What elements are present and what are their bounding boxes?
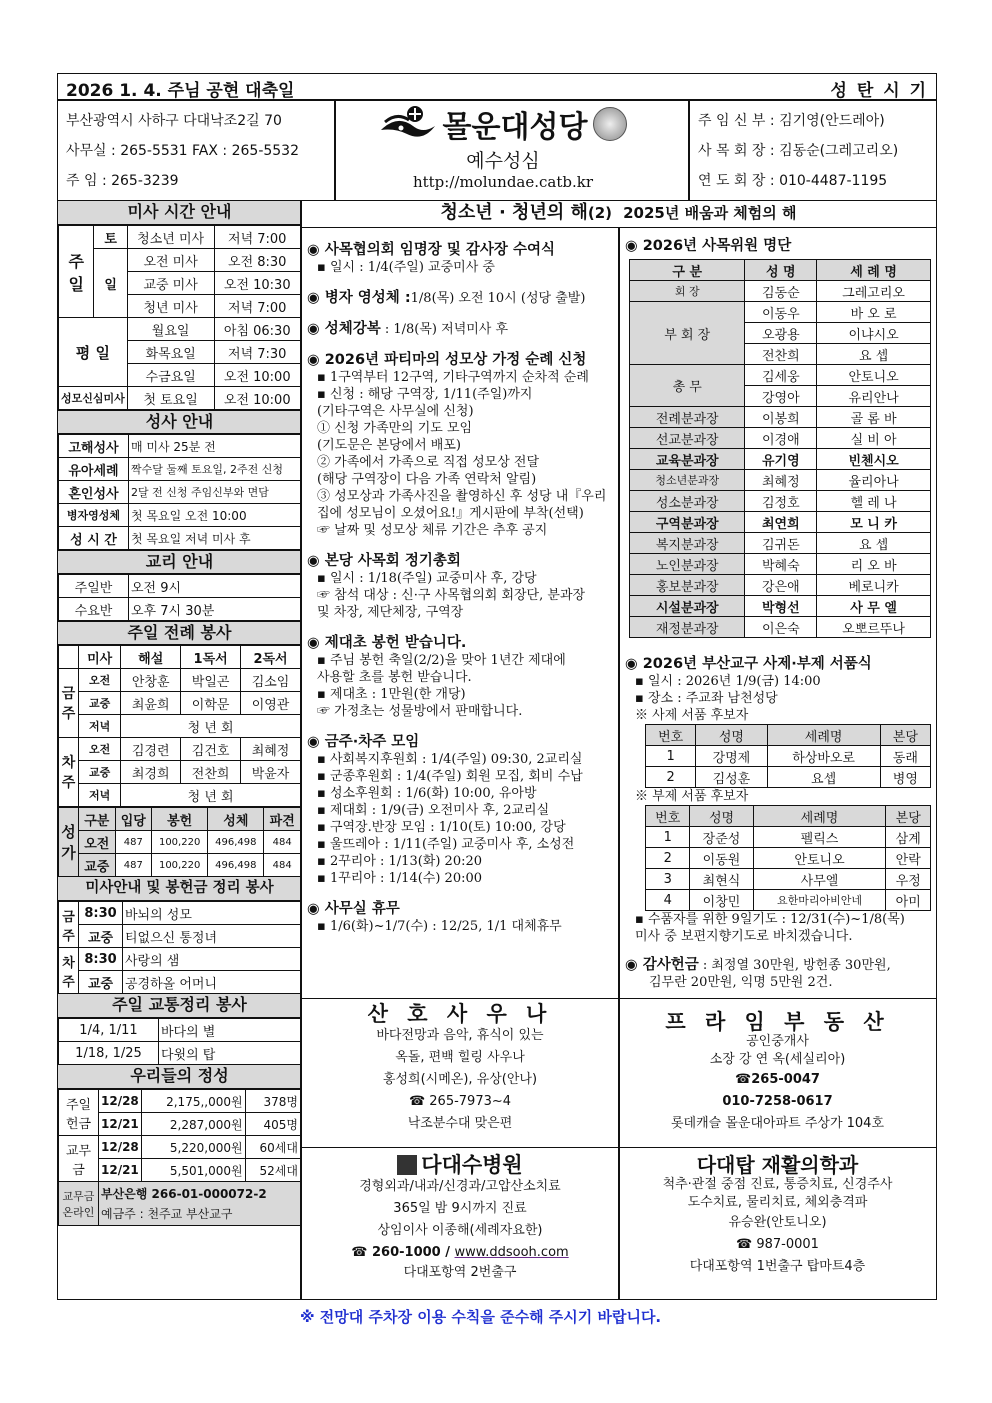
council-row: 선교분과장 이경애 실 비 아	[630, 428, 931, 449]
mass-times-title: 미사 시간 안내	[58, 201, 301, 225]
bank-account: 부산은행 266-01-000072-2	[101, 1186, 267, 1201]
council-row: 전찬희 요 셉	[630, 344, 931, 365]
staff-prayer-chair: 연 도 회 장 : 010-4487-1195	[698, 173, 888, 189]
notice-line: ☞ 날짜 및 성모상 체류 기간은 추후 공지	[317, 523, 548, 538]
notice-line: ▪ 군종후원회 : 1/4(주일) 회원 모집, 회비 수납	[317, 769, 583, 784]
notice-line: 집에 성모님이 오셨어요!』게시판에 부착(선택)	[317, 506, 584, 521]
notice-title: ◉ 2026년 파티마의 성모상 가정 순례 신청	[307, 352, 587, 368]
council-row: 교육분과장 유기영 빈첸시오	[630, 449, 931, 470]
priest-candidates-table: 번호 성명 세례명 본당 1 강명제 하상바오로 동래 2 김성훈 요셉 병영	[645, 724, 931, 788]
council-row: 오광용 이냐시오	[630, 323, 931, 344]
notice-line: (해당 구역장이 다음 가족 연락처 알림)	[317, 472, 537, 487]
council-row: 청소년분과장 최혜정 율리아나	[630, 470, 931, 491]
notice-line: ▪ 구역장.반장 모임 : 1/10(토) 10:00, 강당	[317, 820, 566, 835]
notice-line: (기타구역은 사무실에 신청)	[317, 404, 474, 419]
logo-block	[338, 102, 668, 191]
sacraments-table: 고해성사 매 미사 25분 전 유아세례 짝수달 둘째 토요일, 2주전 신청 혼인성사 2달 전 신청 주임신부와 면담 병자영성체 첫 목요일 오전 10:00 성 시 간 첫 목요일 저녁 미사 후	[58, 434, 301, 550]
season-label: 성 탄 시 기	[830, 81, 928, 101]
hospital-url-link[interactable]: www.ddsooh.com	[454, 1245, 569, 1260]
notice-line: ▪ 사회복지후원회 : 1/4(주일) 09:30, 2교리실	[317, 752, 583, 767]
council-title: ◉ 2026년 사목위원 명단	[625, 238, 792, 254]
church-building-icon	[593, 107, 627, 141]
council-row: 성소분과장 김정호 헬 레 나	[630, 491, 931, 512]
ad-rehab-clinic: 다대탑 재활의학과 척추·관절 중점 진료, 통증치료, 신경주사 도수치료, 물리치료, 체외충격파 유승완(안토니오) ☎ 987-0001 다대포항역 1번출구 탑마트4층	[618, 1147, 937, 1300]
ordination-title: ◉ 2026년 부산교구 사제·부제 서품식	[625, 656, 872, 672]
council-row: 구역분과장 최연희 모 니 카	[630, 512, 931, 533]
council-row: 시설분과장 박형선 사 무 엘	[630, 596, 931, 617]
office-phone: 사무실 : 265-5531 FAX : 265-5532	[66, 143, 299, 159]
notice-line: ▪ 신청 : 해당 구역장, 1/11(주일)까지	[317, 387, 533, 402]
church-url[interactable]: http://molundae.catb.kr	[412, 173, 594, 191]
notice-line: ▪ 1구역부터 12구역, 기타구역까지 순차적 순례	[317, 370, 589, 385]
notice-title: ◉ 병자 영성체 :	[307, 290, 411, 306]
mass-times-table: 주일 토 청소년 미사 저녁 7:00 일 오전 미사 오전 8:30 교중 미사 오전 10:30 청년 미사 저녁 7:00 평 일 월요일 아침 06:30 화목요일 저녁 7:30 수금요일 오전 10:00 성모신심미사 첫 토요일 오전 10:00	[58, 225, 301, 410]
header-info	[57, 99, 937, 201]
notice-title: ◉ 사목협의회 임명장 및 감사장 수여식	[307, 242, 555, 258]
right-panel: ◉ 2026년 사목위원 명단 구 분 성 명 세 례 명 회 장 김동순 그레고리오 부 회 장 이동우 바 오 로 오광용 이냐시오 전찬희 요 셉 총 무 김세웅 안토니오 강영아 유리안나 전례분과장 이봉희 골 롬 바 선교분과장 이경애 실 비 아 교육분과장 유기영 빈첸시오 청소년분과장 최혜정 율리아나 성소분과장 김정호 헬 레 나 구역분과장 최연희 모 니 카 복지분과장 김귀돈 요 셉 노인분과장 박혜숙 리 오 바 홍보분과장 강은애 베로니카 시설분과장 박형선 사 무 엘 재정분과장 이은숙 오뽀르뚜나 ◉ 2026년 부산교구 사제·부제 서품식 ▪ 일시 : 2026년 1/9(금) 14:00 ▪ 장소 : 주교좌 남천성당 ※ 사제 서품 후보자 번호 성명 세례명 본당 1 강명제 하상바오로 동래 2 김성훈 요셉 병영 ※ 부제 서품 후보자 번호 성명 세례명 본당 1 장준성 펠릭스 삼계 2 이동원 안토니오 안락 3 최현식 사무엘 우정 4 이창민 요한마리아비안네 아미 ▪ 수품자를 위한 9일기도 : 12/31(수)~1/8(목) 미사 중 보편지향기도로 바치겠습니다. ◉ 감사헌금 : 최정열 30만원, 방헌종 30만원, 김무란 20만원, 익명 5만원 2건.	[618, 227, 937, 999]
ad-realestate: 프 라 임 부 동 산 공인중개사 소장 강 연 옥(세실리아) ☎265-0047 010-7258-0617 롯데캐슬 몰운대아파트 주상가 104호	[618, 998, 937, 1148]
notice-line: ☞ 참석 대상 : 신·구 사목협의회 회장단, 분과장	[317, 588, 586, 603]
motto: 예수성심	[466, 150, 540, 172]
deacon-candidates-table: 번호 성명 세례명 본당 1 장준성 펠릭스 삼계 2 이동원 안토니오 안락 3 최현식 사무엘 우정 4 이창민 요한마리아비안네 아미	[645, 805, 931, 911]
guide-service-table: 금주 8:30 바뇌의 성모 교중 티없으신 통정녀 차주 8:30 사랑의 샘 교중 공경하올 어머니	[58, 901, 301, 994]
notice-line: ▪ 주님 봉헌 축일(2/2)을 맞아 1년간 제대에	[317, 653, 566, 668]
pastor-phone: 주 임 : 265-3239	[66, 173, 179, 189]
notice-line: ▪ 2꾸리아 : 1/13(화) 20:20	[317, 854, 483, 869]
council-row: 노인분과장 박혜숙 리 오 바	[630, 554, 931, 575]
church-address: 부산광역시 사하구 다대낙조2길 70	[66, 113, 282, 129]
notice-title: ◉ 사무실 휴무	[307, 901, 400, 917]
council-row: 복지분과장 김귀돈 요 셉	[630, 533, 931, 554]
choir-table: 성가 구분 입당 봉헌 성체 파견 오전 487 100,220 496,498 484 교중 487 100,220 496,498 484	[58, 807, 301, 877]
sacraments-title: 성사 안내	[58, 410, 301, 434]
notice-line: ▪ 울뜨레아 : 1/11(주일) 교중미사 후, 소성전	[317, 837, 575, 852]
council-row: 전례분과장 이봉희 골 롬 바	[630, 407, 931, 428]
council-row: 강영아 유리안나	[630, 386, 931, 407]
footer-notice: ※ 전망대 주차장 이용 수칙을 준수해 주시기 바랍니다.	[300, 1308, 662, 1326]
notice-title: ◉ 성체강복	[307, 321, 381, 337]
notice-title: ◉ 본당 사목회 정기총회	[307, 553, 461, 569]
notice-line: ▪ 1/6(화)~1/7(수) : 12/25, 1/1 대체휴무	[317, 919, 562, 934]
candidate-row: 4 이창민 요한마리아비안네 아미	[646, 890, 931, 911]
traffic-title: 주일 교통정리 봉사	[58, 994, 301, 1018]
hospital-logo-icon	[397, 1155, 417, 1175]
notice-title: ◉ 제대초 봉헌 받습니다.	[307, 635, 467, 651]
candidate-row: 2 김성훈 요셉 병영	[646, 767, 931, 788]
notice-line: ▪ 일시 : 1/18(주일) 교중미사 후, 강당	[317, 571, 537, 586]
notice-line: ▪ 1꾸리아 : 1/14(수) 20:00	[317, 871, 483, 886]
notice-line: ▪ 일시 : 1/4(주일) 교중미사 중	[317, 260, 495, 275]
church-logo-icon	[379, 104, 437, 144]
notice-line: (기도문은 본당에서 배포)	[317, 438, 461, 453]
notice-line: ☞ 가정초는 성물방에서 판매합니다.	[317, 704, 523, 719]
candidate-row: 1 장준성 펠릭스 삼계	[646, 827, 931, 848]
ad-hospital: 다대수병원 경형외과/내과/신경과/고압산소치료 365일 밤 9시까지 진료 상임이사 이종해(세례자요한) ☎ 260-1000 / www.ddsooh.com 다대포항역 2번출구	[300, 1147, 620, 1300]
guide-service-title: 미사안내 및 봉헌금 정리 봉사	[58, 877, 301, 901]
notice-line: ③ 성모상과 가족사진을 촬영하신 후 성당 내『우리	[317, 489, 607, 504]
notice-title: ◉ 금주·차주 모임	[307, 734, 420, 750]
offerings-table: 주일헌금 12/28 2,175,,000원 378명 12/21 2,287,000원 405명 교무금 12/28 5,220,000원 60세대 12/21 5,501,000원 52세대 교무금 온라인 부산은행 266-01-000072-2 예금주 : 천주교 부산교구	[58, 1089, 301, 1226]
candidate-row: 2 이동원 안토니오 안락	[646, 848, 931, 869]
catechism-title: 교리 안내	[58, 550, 301, 574]
notice-line: ▪ 성소후원회 : 1/6(화) 10:00, 유아방	[317, 786, 537, 801]
notice-line: ▪ 제대회 : 1/9(금) 오전미사 후, 2교리실	[317, 803, 550, 818]
church-name: 몰운대성당	[442, 110, 588, 145]
council-row: 회 장 김동순 그레고리오	[630, 281, 931, 302]
notice-line: 사용할 초를 봉헌 받습니다.	[317, 670, 472, 685]
council-row: 홍보분과장 강은애 베로니카	[630, 575, 931, 596]
council-row: 재정분과장 이은숙 오뽀르뚜나	[630, 617, 931, 638]
date-title: 2026 1. 4. 주님 공현 대축일	[66, 81, 295, 101]
liturgy-title: 주일 전례 봉사	[58, 621, 301, 645]
candidate-row: 1 강명제 하상바오로 동래	[646, 746, 931, 767]
left-column	[57, 200, 302, 1300]
council-row: 부 회 장 이동우 바 오 로	[630, 302, 931, 323]
sunday-label: 주일	[59, 226, 94, 318]
notice-line: ② 가족에서 가족으로 직접 성모상 전달	[317, 455, 540, 470]
staff-pastor: 주 임 신 부 : 김기영(안드레아)	[698, 113, 885, 129]
notice-line: 및 차장, 제단체장, 구역장	[317, 605, 464, 620]
traffic-table: 1/4, 1/11 바다의 별 1/18, 1/25 다윗의 탑	[58, 1018, 301, 1065]
notice-line: ① 신청 가족만의 기도 모임	[317, 421, 473, 436]
offerings-title: 우리들의 정성	[58, 1065, 301, 1089]
notices-list: ◉ 사목협의회 임명장 및 감사장 수여식 ▪ 일시 : 1/4(주일) 교중미사 중 ◉ 병자 영성체 :1/8(목) 오전 10시 (성당 출발) ◉ 성체강복 : 1/8(목) 저녁미사 후 ◉ 2026년 파티마의 성모상 가정 순례 신청 ▪ 1구역부터 12구역, 기타구역까지 순차적 순례 ▪ 신청 : 해당 구역장, 1/11(주일)까지 (기타구역은 사무실에 신청) ① 신청 가족만의 기도 모임 (기도문은 본당에서 배포) ② 가족에서 가족으로 직접 성모상 전달 (해당 구역장이 다음 가족 연락처 알림) ③ 성모상과 가족사진을 촬영하신 후 성당 내『우리 집에 성모님이 오셨어요!』게시판에 부착(선택) ☞ 날짜 및 성모상 체류 기간은 추후 공지 ◉ 본당 사목회 정기총회 ▪ 일시 : 1/18(주일) 교중미사 후, 강당 ☞ 참석 대상 : 신·구 사목협의회 회장단, 분과장 및 차장, 제단체장, 구역장 ◉ 제대초 봉헌 받습니다. ▪ 주님 봉헌 축일(2/2)을 맞아 1년간 제대에 사용할 초를 봉헌 받습니다. ▪ 제대초 : 1만원(한 개당) ☞ 가정초는 성물방에서 판매합니다. ◉ 금주·차주 모임 ▪ 사회복지후원회 : 1/4(주일) 09:30, 2교리실 ▪ 군종후원회 : 1/4(주일) 회원 모집, 회비 수납 ▪ 성소후원회 : 1/6(화) 10:00, 유아방 ▪ 제대회 : 1/9(금) 오전미사 후, 2교리실 ▪ 구역장.반장 모임 : 1/10(토) 10:00, 강당 ▪ 울뜨레아 : 1/11(주일) 교중미사 후, 소성전 ▪ 2꾸리아 : 1/13(화) 20:20 ▪ 1꾸리아 : 1/14(수) 20:00 ◉ 사무실 휴무 ▪ 1/6(화)~1/7(수) : 12/25, 1/1 대체휴무	[307, 238, 613, 935]
account-holder: 예금주 : 천주교 부산교구	[101, 1206, 233, 1221]
catechism-table: 주일반 오전 9시 수요반 오후 7시 30분	[58, 574, 301, 621]
notice-line: ▪ 제대초 : 1만원(한 개당)	[317, 687, 466, 702]
ad-sauna: 산 호 사 우 나 바다전망과 음악, 휴식이 있는 옥돌, 편백 힐링 사우나 홍성희(시메온), 유상(안나) ☎ 265-7973~4 낙조분수대 맞은편	[300, 998, 620, 1148]
banner: 청소년 · 청년의 해(2) 2025년 배움과 체험의 해	[300, 200, 937, 228]
council-row: 총 무 김세웅 안토니오	[630, 365, 931, 386]
staff-council-chair: 사 목 회 장 : 김동순(그레고리오)	[698, 143, 899, 159]
candidate-row: 3 최현식 사무엘 우정	[646, 869, 931, 890]
header-bar	[57, 73, 937, 101]
notices-panel	[300, 227, 620, 999]
council-table: 구 분 성 명 세 례 명 회 장 김동순 그레고리오 부 회 장 이동우 바 오 로 오광용 이냐시오 전찬희 요 셉 총 무 김세웅 안토니오 강영아 유리안나 전례분과장 이봉희 골 롬 바 선교분과장 이경애 실 비 아 교육분과장 유기영 빈첸시오 청소년분과장 최혜정 율리아나 성소분과장 김정호 헬 레 나 구역분과장 최연희 모 니 카 복지분과장 김귀돈 요 셉 노인분과장 박혜숙 리 오 바 홍보분과장 강은애 베로니카 시설분과장 박형선 사 무 엘 재정분과장 이은숙 오뽀르뚜나	[629, 259, 931, 638]
liturgy-table: 미사 해설 1독서 2독서 금주 오전 안창훈 박일곤 김소임 교중 최윤희 이학문 이영관 저녁 청 년 회 차주 오전 김경련 김건호 최혜정 교중 최경희 전찬희 박윤자 저녁 청 년 회	[58, 645, 301, 807]
